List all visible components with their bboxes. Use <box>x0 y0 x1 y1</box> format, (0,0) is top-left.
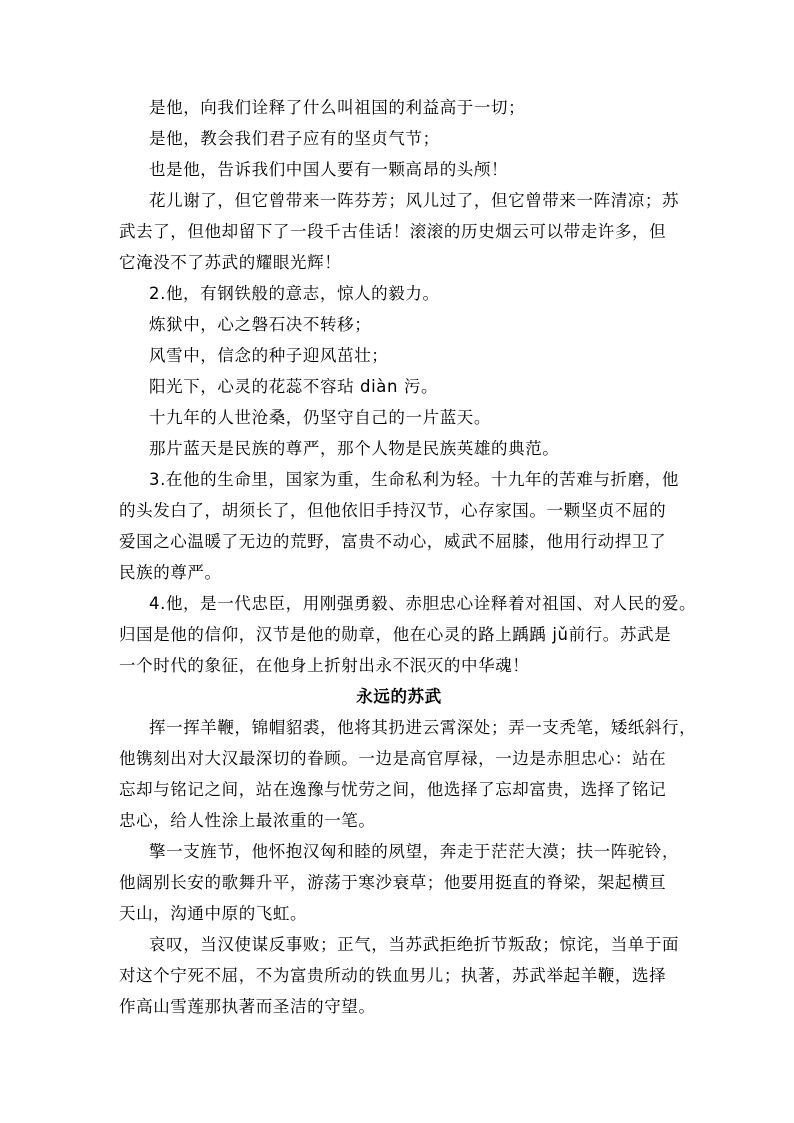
text-line: 也是他，告诉我们中国人要有一颗高昂的头颅！ <box>149 160 509 179</box>
document-body <box>119 92 697 1022</box>
text-line: 武去了，但他却留下了一段千古佳话！滚滚的历史烟云可以带走许多，但 <box>119 222 667 241</box>
text-line: 擎一支旌节，他怀抱汉匈和睦的夙望，奔走于茫茫大漠；扶一阵驼铃， <box>149 842 680 861</box>
text-line: 它淹没不了苏武的耀眼光辉！ <box>119 253 342 272</box>
text-line: 他阔别长安的歌舞升平，游荡于寒沙衰草；他要用挺直的脊梁，架起横亘 <box>119 873 667 892</box>
text-line: 挥一挥羊鞭，锦帽貂裘，他将其扔进云霄深处；弄一支秃笔，矮纸斜行， <box>149 718 697 737</box>
text-line: 阳光下，心灵的花蕊不容玷 diàn 污。 <box>149 377 439 396</box>
text-line: 民族的尊严。 <box>119 563 222 582</box>
text-line: 那片蓝天是民族的尊严，那个人物是民族英雄的典范。 <box>149 439 560 458</box>
text-line: 炼狱中，心之磐石决不转移； <box>149 315 372 334</box>
text-line: 忠心，给人性涂上最浓重的一笔。 <box>119 811 376 830</box>
text-line: 忘却与铭记之间，站在逸豫与忧劳之间，他选择了忘却富贵，选择了铭记 <box>119 780 667 799</box>
text-line: 2.他，有钢铁般的意志，惊人的毅力。 <box>149 284 440 303</box>
text-line: 的头发白了，胡须长了，但他依旧手持汉节，心存家国。一颗坚贞不屈的 <box>119 501 667 520</box>
text-line: 十九年的人世沧桑，仍坚守自己的一片蓝天。 <box>149 408 491 427</box>
text-line: 对这个宁死不屈，不为富贵所动的铁血男儿；执著，苏武举起羊鞭，选择 <box>119 966 667 985</box>
text-line: 4.他，是一代忠臣，用刚强勇毅、赤胆忠心诠释着对祖国、对人民的爱。 <box>149 594 697 613</box>
text-line: 爱国之心温暖了无边的荒野，富贵不动心，威武不屈膝，他用行动捍卫了 <box>119 532 667 551</box>
text-line: 是他，向我们诠释了什么叫祖国的利益高于一切； <box>149 98 526 117</box>
text-line: 他镌刻出对大汉最深切的眷顾。一边是高官厚禄，一边是赤胆忠心：站在 <box>119 749 667 768</box>
essay-title: 永远的苏武 <box>356 687 442 706</box>
text-line: 3.在他的生命里，国家为重，生命私利为轻。十九年的苦难与折磨，他 <box>149 470 679 489</box>
essay-part-1 <box>119 92 697 681</box>
text-line: 一个时代的象征，在他身上折射出永不泯灭的中华魂！ <box>119 656 530 675</box>
text-line: 风雪中，信念的种子迎风茁壮； <box>149 346 389 365</box>
text-line: 归国是他的信仰，汉节是他的勋章，他在心灵的路上踽踽 jǔ前行。苏武是 <box>119 625 672 644</box>
text-line: 作高山雪莲那执著而圣洁的守望。 <box>119 997 376 1016</box>
essay-part-2 <box>119 712 697 1022</box>
text-line: 哀叹，当汉使谋反事败；正气，当苏武拒绝折节叛敌；惊诧，当单于面 <box>149 935 680 954</box>
text-line: 是他，教会我们君子应有的坚贞气节； <box>149 129 440 148</box>
text-line: 花儿谢了，但它曾带来一阵芬芳；风儿过了，但它曾带来一阵清凉；苏 <box>149 191 680 210</box>
text-line: 天山，沟通中原的飞虹。 <box>119 904 308 923</box>
